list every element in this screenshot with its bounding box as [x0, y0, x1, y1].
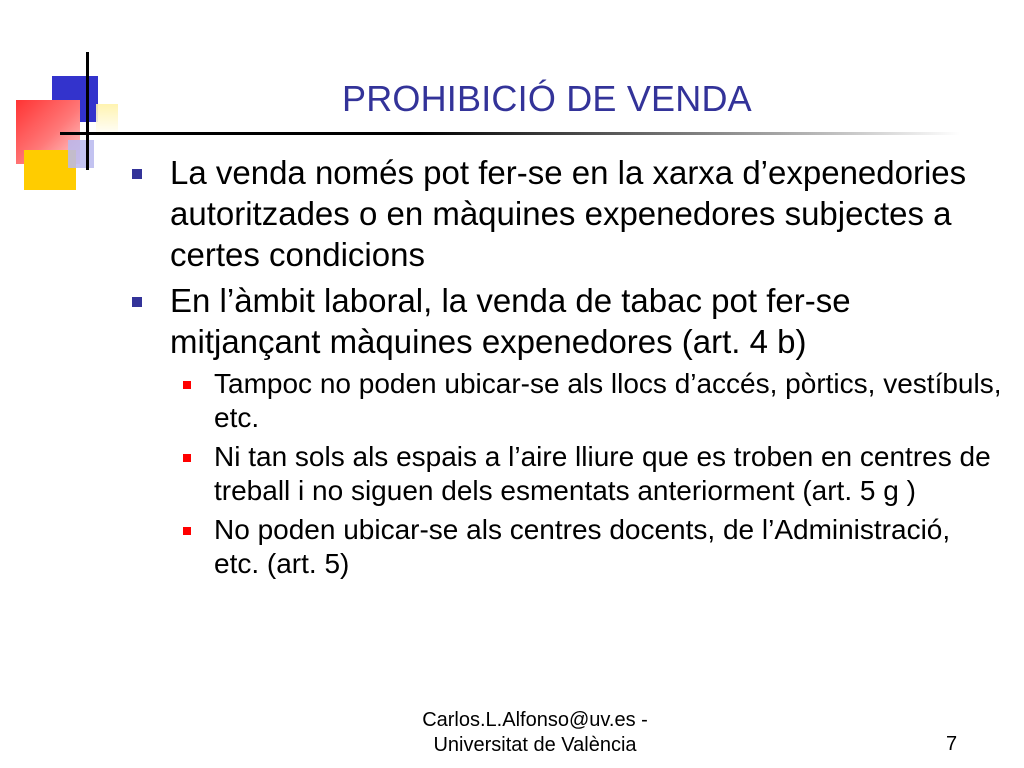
red-square-bullet-icon — [183, 454, 191, 462]
sub-bullet-text: Tampoc no poden ubicar-se als llocs d’accés, pòrtics, vestíbuls, etc. — [214, 368, 1002, 433]
square-bullet-icon — [132, 169, 142, 179]
footer-institution: Universitat de València — [433, 734, 637, 756]
title-underline-rule — [60, 132, 960, 135]
bullet-item — [132, 280, 1002, 362]
bullet-text: La venda només pot fer-se en la xarxa d’expenedories autoritzades o en màquines expenedores subjectes a certes condicions — [170, 154, 967, 273]
sub-bullet-text: Ni tan sols als espais a l’aire lliure que es troben en centres de treball i no siguen dels esmentats anteriorment (art. 5 g ) — [214, 441, 991, 506]
sub-bullet-item — [182, 513, 1002, 581]
square-bullet-icon — [132, 297, 142, 307]
red-square-bullet-icon — [183, 381, 191, 389]
bullet-text: En l’àmbit laboral, la venda de tabac pot fer-se mitjançant màquines expenedores (art. 4 b) — [170, 282, 851, 360]
footer-email: Carlos.L.Alfonso@uv.es - — [422, 709, 648, 731]
sub-bullet-item — [182, 440, 1002, 508]
footer-author — [400, 708, 670, 758]
page-number: 7 — [946, 733, 958, 755]
sub-bullet-list — [182, 367, 1002, 581]
sub-bullet-item — [182, 367, 1002, 435]
slide-title: PROHIBICIÓ DE VENDA — [342, 78, 752, 119]
sub-bullet-text: No poden ubicar-se als centres docents, de l’Administració, etc. (art. 5) — [214, 514, 951, 579]
lilac-square-decoration — [68, 140, 94, 168]
slide-body — [132, 152, 1002, 586]
vertical-rule — [86, 52, 89, 170]
bullet-item — [132, 152, 1002, 275]
red-square-bullet-icon — [183, 527, 191, 535]
